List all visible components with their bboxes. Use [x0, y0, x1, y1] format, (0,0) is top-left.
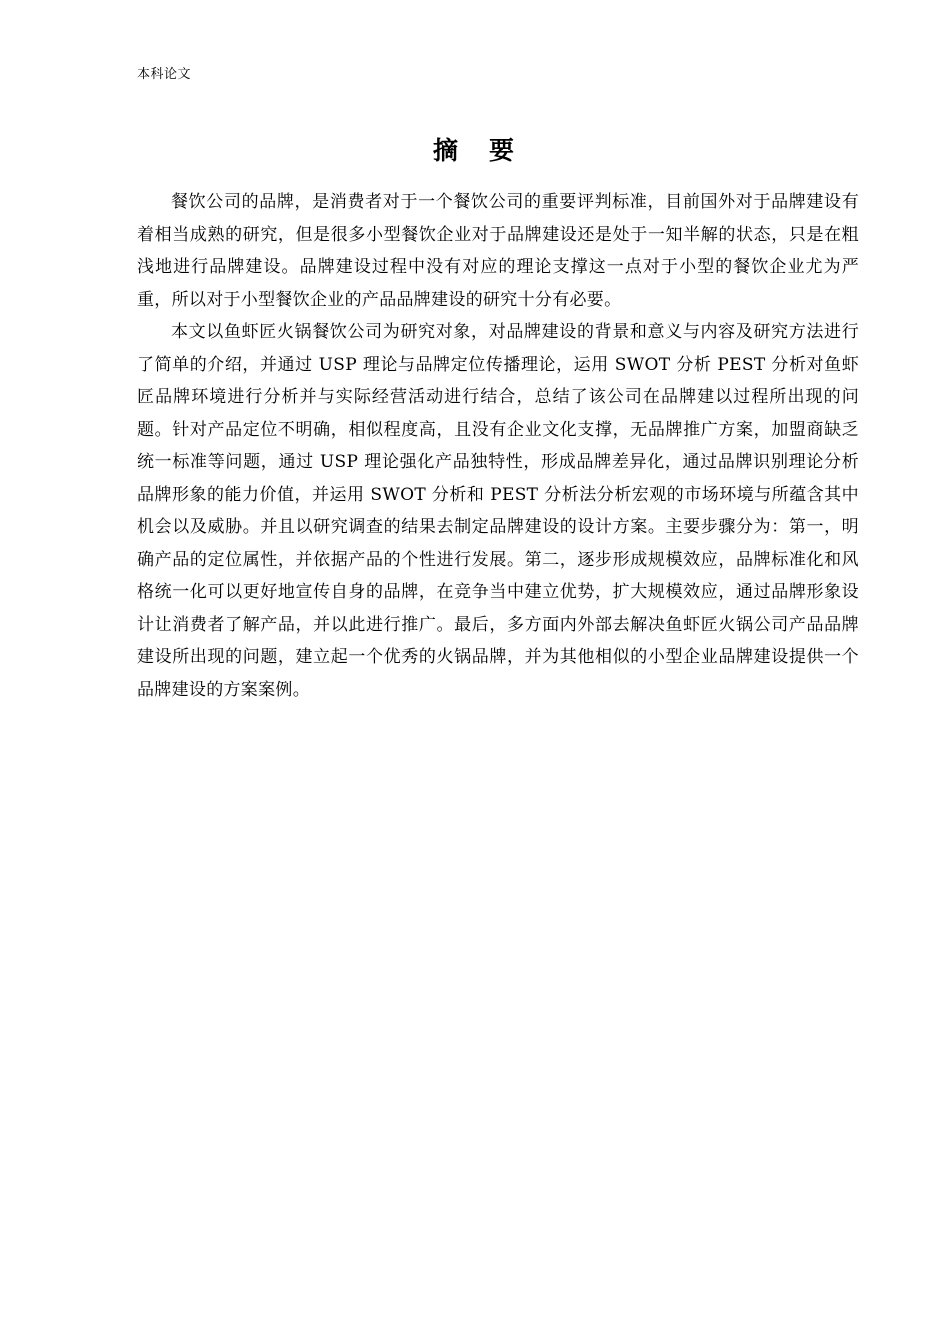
abstract-body [137, 186, 859, 706]
abstract-paragraph-1: 餐饮公司的品牌，是消费者对于一个餐饮公司的重要评判标准，目前国外对于品牌建设有着相当成熟的研究，但是很多小型餐饮企业对于品牌建设还是处于一知半解的状态，只是在粗浅地进行品牌建设。品牌建设过程中没有对应的理论支撑这一点对于小型的餐饮企业尤为严重，所以对于小型餐饮企业的产品品牌建设的研究十分有必要。 [137, 192, 859, 310]
abstract-paragraph-2: 本文以鱼虾匠火锅餐饮公司为研究对象，对品牌建设的背景和意义与内容及研究方法进行了简单的介绍，并通过 USP 理论与品牌定位传播理论，运用 SWOT 分析 PEST 分析对鱼虾匠品牌环境进行分析并与实际经营活动进行结合，总结了该公司在品牌建以过程所出现的问题。针对产品定位不明确，相似程度高，且没有企业文化支撑，无品牌推广方案，加盟商缺乏统一标准等问题，通过 USP 理论强化产品独特性，形成品牌差异化，通过品牌识别理论分析品牌形象的能力价值，并运用 SWOT 分析和 PEST 分析法分析宏观的市场环境与所蕴含其中机会以及威胁。并且以研究调查的结果去制定品牌建设的设计方案。主要步骤分为：第一，明确产品的定位属性，并依据产品的个性进行发展。第二，逐步形成规模效应，品牌标准化和风格统一化可以更好地宣传自身的品牌，在竞争当中建立优势，扩大规模效应，通过品牌形象设计让消费者了解产品，并以此进行推广。最后，多方面内外部去解决鱼虾匠火锅公司产品品牌建设所出现的问题，建立起一个优秀的火锅品牌，并为其他相似的小型企业品牌建设提供一个品牌建设的方案案例。 [137, 322, 859, 700]
abstract-title: 摘 要 [432, 136, 517, 165]
page-header-label: 本科论文 [137, 67, 192, 82]
